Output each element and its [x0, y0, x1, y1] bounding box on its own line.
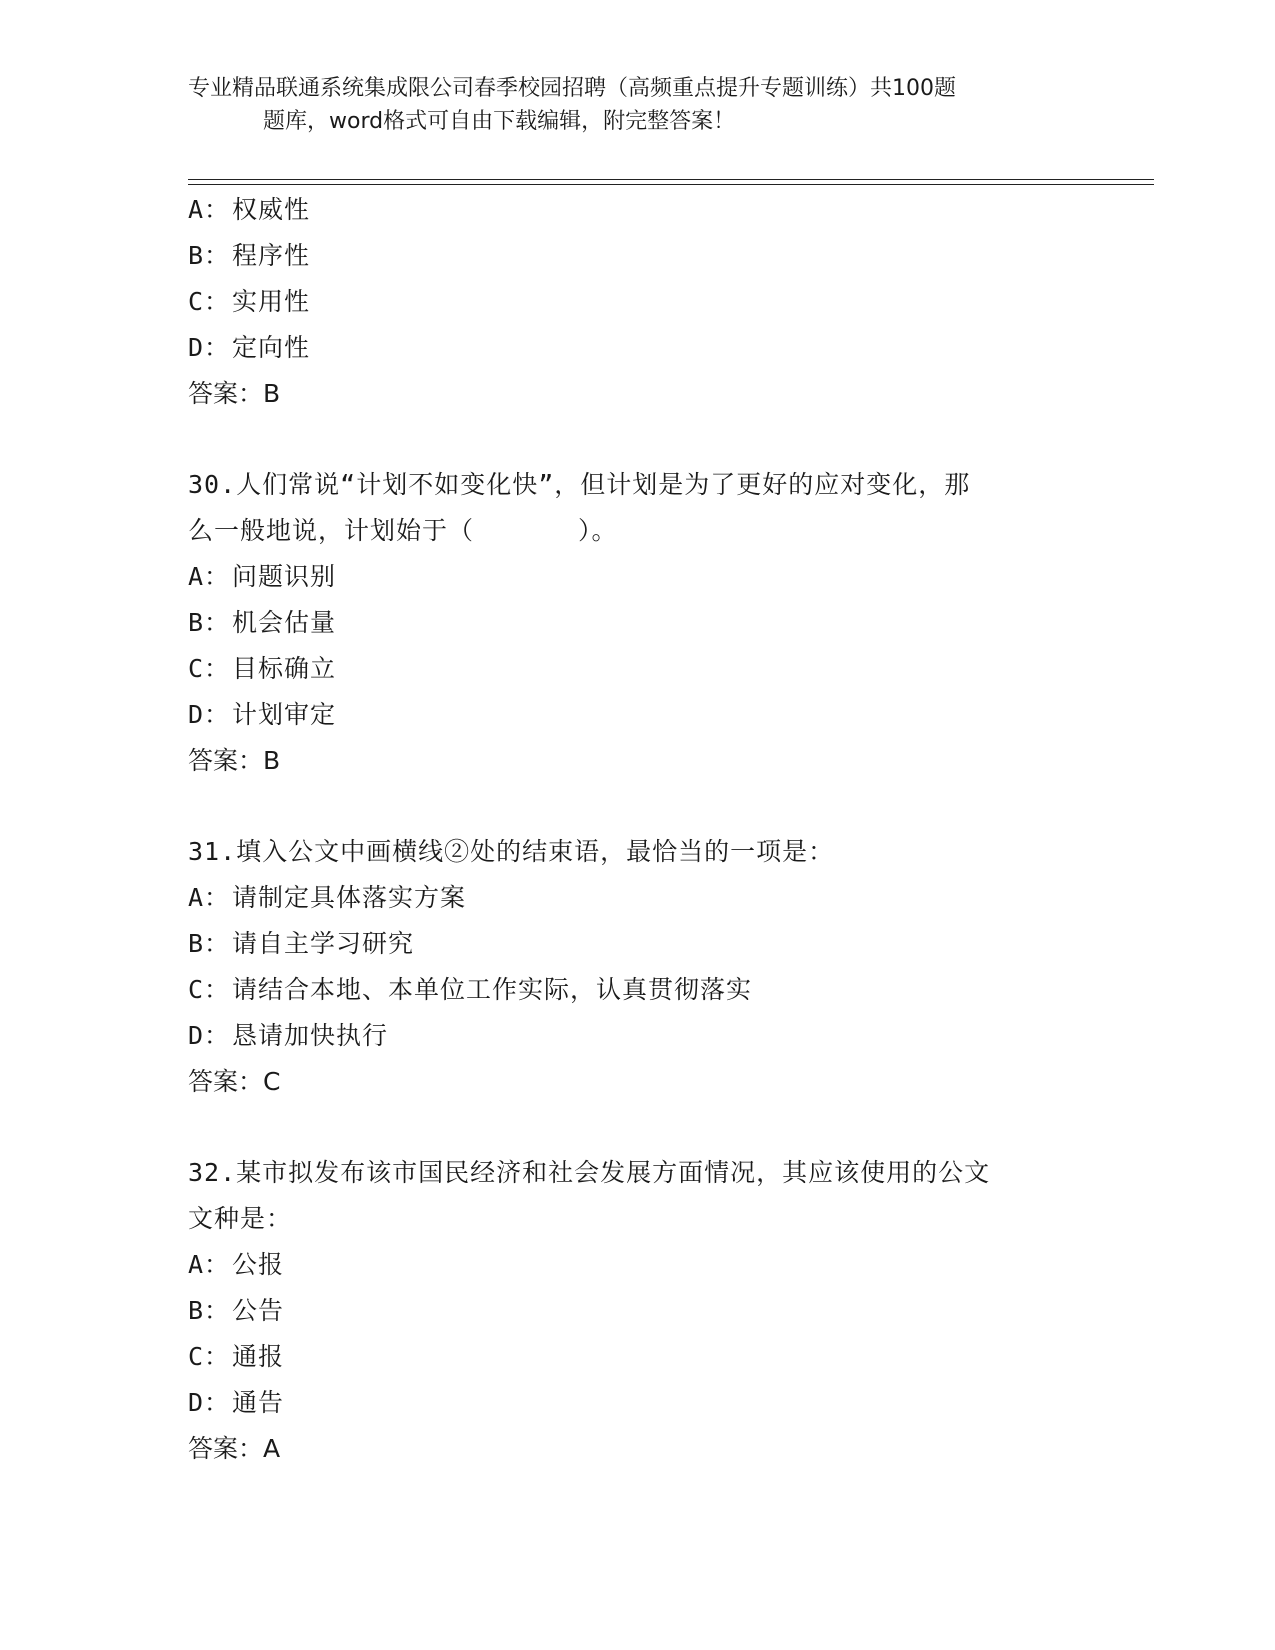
- question-30: [188, 462, 1088, 784]
- question-stem-line2: 文种是：: [188, 1204, 293, 1233]
- question-list: [188, 187, 1088, 1472]
- question-stem-line1: 31.填入公文中画横线②处的结束语，最恰当的一项是：: [188, 837, 835, 866]
- option-text: 请结合本地、本单位工作实际，认真贯彻落实: [232, 975, 753, 1004]
- option-b: [188, 233, 1088, 279]
- option-key: B：: [188, 1296, 231, 1325]
- option-d: [188, 325, 1088, 371]
- answer: 答案：B: [188, 746, 281, 775]
- question-stem-line1: 30.人们常说“计划不如变化快”，但计划是为了更好的应对变化，那: [188, 470, 971, 499]
- header-divider-bottom: [188, 184, 1154, 185]
- option-text: 通告: [232, 1388, 285, 1417]
- option-a: [188, 554, 1088, 600]
- option-key: C：: [188, 1342, 231, 1371]
- option-text: 计划审定: [232, 700, 337, 729]
- option-d: [188, 1013, 1088, 1059]
- question-31: [188, 829, 1088, 1105]
- option-c: [188, 646, 1088, 692]
- answer: 答案：C: [188, 1067, 281, 1096]
- option-key: B：: [188, 929, 231, 958]
- option-c: [188, 1334, 1088, 1380]
- option-c: [188, 279, 1088, 325]
- option-key: A：: [188, 562, 231, 591]
- answer: 答案：B: [188, 379, 281, 408]
- option-key: C：: [188, 654, 231, 683]
- option-key: C：: [188, 975, 231, 1004]
- option-key: A：: [188, 195, 231, 224]
- option-text: 请制定具体落实方案: [232, 883, 467, 912]
- option-b: [188, 921, 1088, 967]
- question-stem-line1: 32.某市拟发布该市国民经济和社会发展方面情况，其应该使用的公文: [188, 1158, 991, 1187]
- option-b: [188, 1288, 1088, 1334]
- option-text: 程序性: [232, 241, 311, 270]
- option-text: 定向性: [232, 333, 311, 362]
- header-divider-top: [188, 179, 1154, 180]
- option-text: 问题识别: [232, 562, 337, 591]
- spacer: [188, 1105, 1088, 1150]
- option-key: D：: [188, 1021, 231, 1050]
- spacer: [188, 417, 1088, 462]
- option-d: [188, 692, 1088, 738]
- option-key: A：: [188, 1250, 231, 1279]
- option-text: 公报: [232, 1250, 285, 1279]
- header-title-line2: 题库，word格式可自由下载编辑，附完整答案！: [263, 109, 736, 134]
- option-key: D：: [188, 700, 231, 729]
- option-key: D：: [188, 333, 231, 362]
- option-key: B：: [188, 241, 231, 270]
- question-32: [188, 1150, 1088, 1472]
- option-text: 实用性: [232, 287, 311, 316]
- option-text: 恳请加快执行: [232, 1021, 389, 1050]
- question-29: [188, 187, 1088, 417]
- option-d: [188, 1380, 1088, 1426]
- option-key: D：: [188, 1388, 231, 1417]
- option-c: [188, 967, 1088, 1013]
- option-key: A：: [188, 883, 231, 912]
- spacer: [188, 784, 1088, 829]
- answer: 答案：A: [188, 1434, 281, 1463]
- option-a: [188, 875, 1088, 921]
- option-text: 权威性: [232, 195, 311, 224]
- option-text: 通报: [232, 1342, 285, 1371]
- option-text: 机会估量: [232, 608, 337, 637]
- question-stem-line2: 么一般地说，计划始于（ ）。: [188, 516, 618, 545]
- option-text: 公告: [232, 1296, 285, 1325]
- option-text: 目标确立: [232, 654, 337, 683]
- option-b: [188, 600, 1088, 646]
- option-key: C：: [188, 287, 231, 316]
- option-text: 请自主学习研究: [232, 929, 415, 958]
- page-header: [188, 72, 1068, 138]
- option-a: [188, 187, 1088, 233]
- option-key: B：: [188, 608, 231, 637]
- option-a: [188, 1242, 1088, 1288]
- header-title-line1: 专业精品联通系统集成限公司春季校园招聘（高频重点提升专题训练）共100题: [188, 76, 956, 101]
